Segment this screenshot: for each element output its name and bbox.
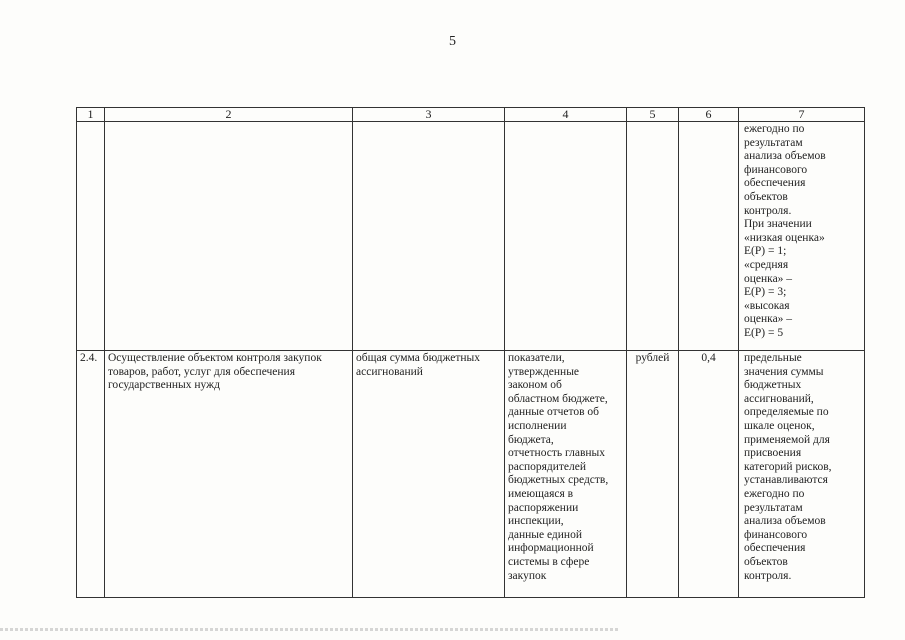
risk-criteria-table [76, 107, 865, 598]
table-row-continued [77, 122, 865, 351]
note-cell: предельные значения суммы бюджетных ассигнований, определяемые по шкале оценок, применяемой для присвоения категорий рисков, устанавливаются ежегодно по результатам анализа объемов финансового обеспечения объектов контроля. [739, 351, 865, 598]
sources-cell: показатели, утвержденные законом об областном бюджете, данные отчетов об исполнении бюджета, отчетность главных распорядителей бюджетных средств, имеющаяся в распоряжении инспекции, данные единой информационной системы в сфере закупок [505, 351, 627, 598]
column-number: 7 [739, 108, 865, 122]
column-number: 4 [505, 108, 627, 122]
unit-cell: рублей [627, 351, 679, 598]
column-number-row [77, 108, 865, 122]
indicator-cell: общая сумма бюджетных ассигнований [353, 351, 505, 598]
column-number: 1 [77, 108, 105, 122]
column-number: 3 [353, 108, 505, 122]
empty-cell [679, 122, 739, 351]
table-row-2-4 [77, 351, 865, 598]
weight-cell: 0,4 [679, 351, 739, 598]
empty-cell [627, 122, 679, 351]
note-cell-continued: ежегодно по результатам анализа объемов финансового обеспечения объектов контроля. При значении «низкая оценка» E(P) = 1; «средняя оценка» – E(P) = 3; «высокая оценка» – E(P) = 5 [739, 122, 865, 351]
scan-edge-artifact [0, 628, 620, 631]
column-number: 2 [105, 108, 353, 122]
criterion-description: Осуществление объектом контроля закупок товаров, работ, услуг для обеспечения государственных нужд [105, 351, 353, 598]
empty-cell [105, 122, 353, 351]
empty-cell [353, 122, 505, 351]
row-number: 2.4. [77, 351, 105, 598]
column-number: 6 [679, 108, 739, 122]
column-number: 5 [627, 108, 679, 122]
empty-cell [77, 122, 105, 351]
page-number: 5 [449, 34, 456, 49]
empty-cell [505, 122, 627, 351]
